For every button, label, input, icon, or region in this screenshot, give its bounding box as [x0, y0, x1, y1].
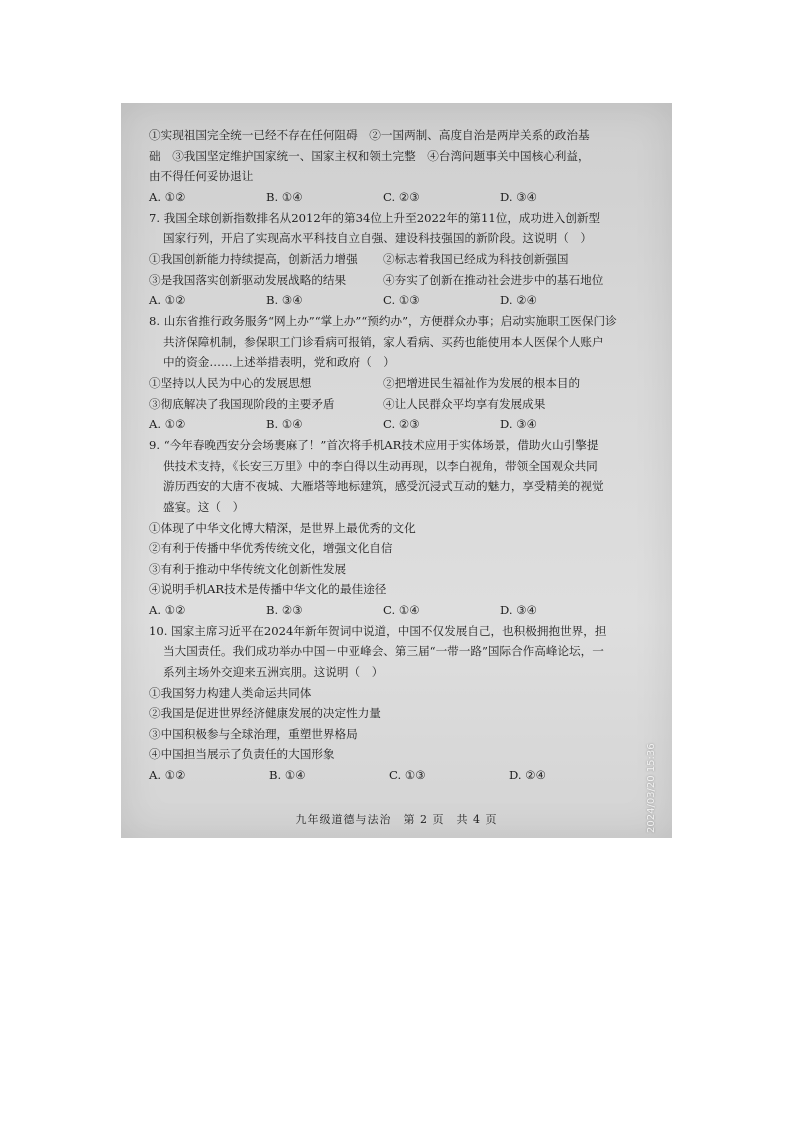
q9-option-a: A. ①②: [149, 602, 186, 617]
q9-options: [149, 600, 649, 621]
q9-stem-line-3: 游历西安的大唐不夜城、大雁塔等地标建筑，感受沉浸式互动的魅力，享受精美的视觉: [163, 479, 604, 494]
q6-statement-line-1: ①实现祖国完全统一已经不存在任何阻碍 ②一国两制、高度自治是两岸关系的政治基: [149, 128, 590, 142]
q10-option-c: C. ①③: [389, 768, 426, 783]
q10-statement-3: ③中国积极参与全球治理，重塑世界格局: [149, 726, 358, 741]
q10-statement-2: ②我国是促进世界经济健康发展的决定性力量: [149, 706, 381, 721]
q8-stem-line-2: 共济保障机制，参保职工门诊看病可报销，家人看病、买药也能使用本人医保个人账户: [163, 334, 604, 349]
q8-statement-4: ④让人民群众平均享有发展成果: [383, 396, 546, 411]
q9-statement-3: ③有利于推动中华传统文化创新性发展: [149, 561, 347, 576]
q7-statements-row-1: [149, 249, 649, 270]
q8-option-d: D. ③④: [500, 417, 538, 432]
q7-statement-3: ③是我国落实创新驱动发展战略的结果: [149, 272, 347, 287]
q6-option-d: D. ③④: [500, 189, 538, 204]
q6-option-c: C. ②③: [383, 189, 420, 204]
q6-option-b: B. ①④: [266, 189, 303, 204]
q7-statements-row-2: [149, 270, 649, 291]
q10-option-d: D. ②④: [509, 768, 547, 783]
q8-option-a: A. ①②: [149, 417, 186, 432]
q6-statement-line-2: 础 ③我国坚定维护国家统一、国家主权和领土完整 ④台湾问题事关中国核心利益，: [149, 148, 590, 163]
q7-statement-1: ①我国创新能力持续提高，创新活力增强: [149, 251, 358, 266]
q8-statement-2: ②把增进民生福祉作为发展的根本目的: [383, 375, 581, 390]
q9-statement-4: ④说明手机AR技术是传播中华文化的最佳途径: [149, 582, 387, 597]
q8-statement-1: ①坚持以人民为中心的发展思想: [149, 375, 312, 390]
q10-options: [149, 765, 649, 786]
q9-statement-2: ②有利于传播中华优秀传统文化，增强文化自信: [149, 541, 393, 556]
q7-option-c: C. ①③: [383, 293, 420, 308]
q10-statement-4: ④中国担当展示了负责任的大国形象: [149, 747, 335, 762]
q8-options: [149, 414, 649, 435]
q10-stem-line-2: 当大国责任。我们成功举办中国－中亚峰会、第三届“一带一路”国际合作高峰论坛，一: [163, 644, 604, 659]
q6-option-a: A. ①②: [149, 189, 186, 204]
q7-option-b: B. ③④: [266, 293, 303, 308]
q10-stem-line-3: 系列主场外交迎来五洲宾朋。这说明（ ）: [163, 665, 384, 680]
q9-stem-line-4: 盛宴。这（ ）: [163, 499, 245, 514]
q7-stem-line-1: 7. 我国全球创新指数排名从2012年的第34位上升至2022年的第11位，成功进入创新型: [149, 210, 601, 225]
q6-options: [149, 187, 649, 208]
page-footer: 九年级道德与法治 第 2 页 共 4 页: [295, 813, 498, 826]
q9-statement-1: ①体现了中华文化博大精深，是世界上最优秀的文化: [149, 520, 416, 535]
photo-timestamp: 2024/03/20 15:36: [646, 743, 657, 833]
q8-option-c: C. ②③: [383, 417, 420, 432]
q7-options: [149, 290, 649, 311]
q9-option-b: B. ②③: [266, 602, 303, 617]
exam-page-photo: [121, 103, 672, 838]
q10-option-a: A. ①②: [149, 768, 186, 783]
q7-statement-2: ②标志着我国已经成为科技创新强国: [383, 251, 569, 266]
q7-option-a: A. ①②: [149, 293, 186, 308]
q9-stem-line-1: 9. “今年春晚西安分会场裹麻了！”首次将手机AR技术应用于实体场景，借助火山引擎提: [149, 438, 599, 453]
q8-stem-line-1: 8. 山东省推行政务服务“网上办”“掌上办”“预约办”，方便群众办事；启动实施职工医保门诊: [149, 314, 617, 329]
q10-statement-1: ①我国努力构建人类命运共同体: [149, 685, 312, 700]
q9-stem-line-2: 供技术支持，《长安三万里》中的李白得以生动再现，以李白视角，带领全国观众共同: [163, 458, 598, 473]
q10-option-b: B. ①④: [269, 768, 306, 783]
q7-option-d: D. ②④: [500, 293, 538, 308]
q7-statement-4: ④夯实了创新在推动社会进步中的基石地位: [383, 272, 604, 287]
q8-statements-row-2: [149, 394, 649, 415]
q10-stem-line-1: 10. 国家主席习近平在2024年新年贺词中说道，中国不仅发展自己，也积极拥抱世界，担: [149, 623, 607, 638]
q6-statement-line-3: 由不得任何妥协退让: [149, 169, 254, 184]
q8-option-b: B. ①④: [266, 417, 303, 432]
q8-statements-row-1: [149, 373, 649, 394]
q9-option-d: D. ③④: [500, 602, 538, 617]
q8-stem-line-3: 中的资金……上述举措表明，党和政府（ ）: [163, 355, 395, 370]
q7-stem-line-2: 国家行列，开启了实现高水平科技自立自强、建设科技强国的新阶段。这说明（ ）: [163, 231, 592, 246]
exam-content: [149, 125, 649, 786]
q8-statement-3: ③彻底解决了我国现阶段的主要矛盾: [149, 396, 335, 411]
q9-option-c: C. ①④: [383, 602, 420, 617]
